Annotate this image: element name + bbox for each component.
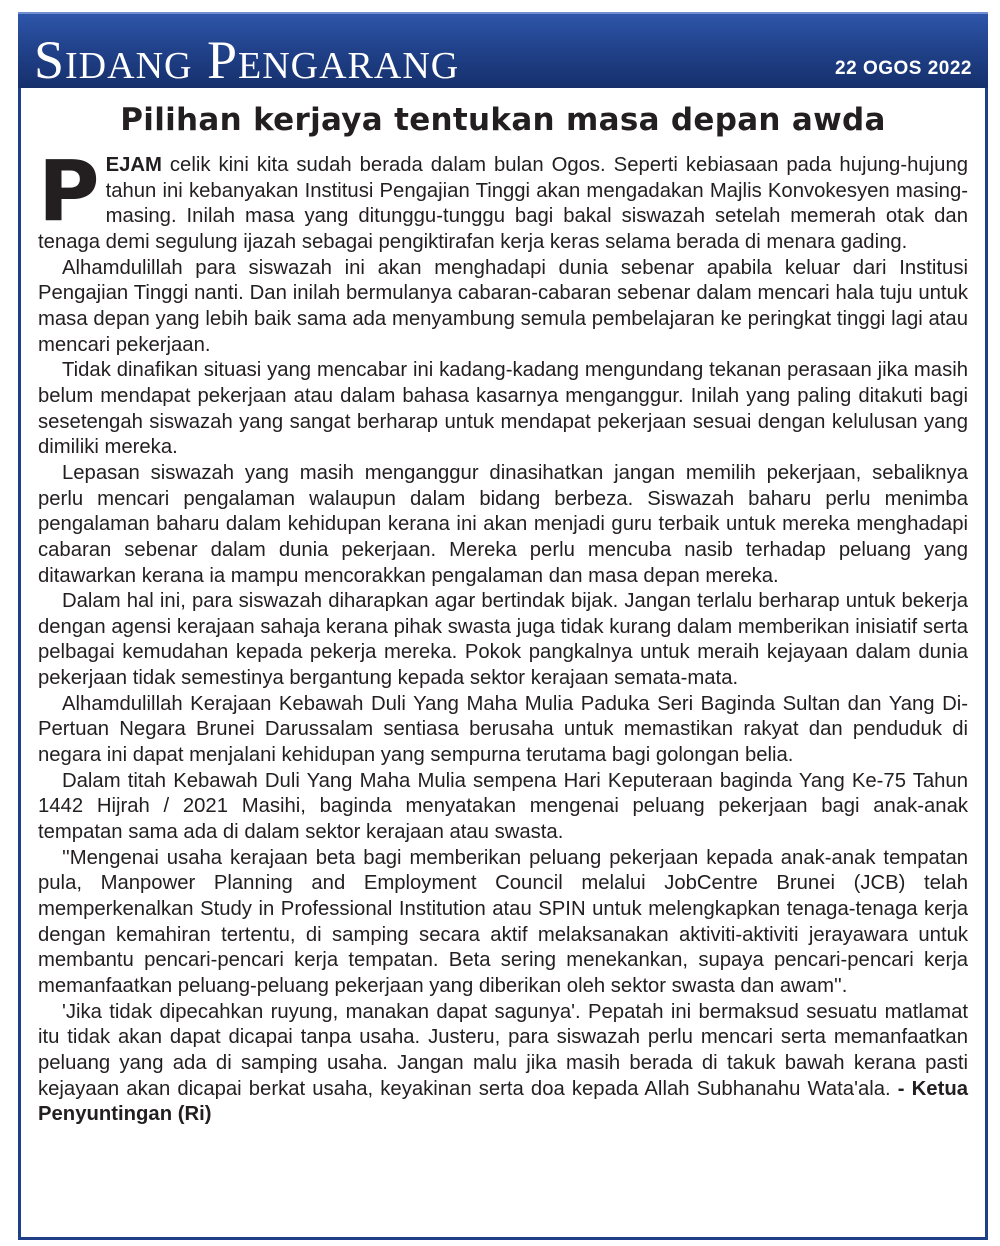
drop-cap: P (38, 142, 100, 240)
paragraph-4: Lepasan siswazah yang masih menganggur dinasihatkan jangan memilih pekerjaan, sebaliknya perlu mencari pengalaman walaupun dalam bidang berbeza. Siswazah baharu perlu menimba pengalaman baharu dalam kehidupan kerana ini akan menjadi guru terbaik untuk mereka menghadapi cabaran sebenar dalam dunia pekerjaan. Mereka perlu mencuba nasib terhadap peluang yang ditawarkan kerana ia mampu mencorakkan pengalaman dan masa depan mereka. (38, 461, 968, 587)
issue-date: 22 OGOS 2022 (835, 58, 972, 79)
article-headline: Pilihan kerjaya tentukan masa depan awda (120, 102, 886, 138)
lead-word: EJAM (105, 154, 162, 176)
author-signature: - Ketua Penyuntingan (Ri) (38, 1077, 968, 1126)
paragraph-3: Tidak dinafikan situasi yang mencabar ini kadang-kadang mengundang tekanan perasaan jika masih belum mendapat pekerjaan atau dalam bahasa kasarnya menganggur. Inilah yang paling ditakuti bagi sesetengah siswazah yang sangat berharap untuk mendapat pekerjaan sesuai dengan kelulusan yang dimiliki mereka. (38, 359, 968, 459)
paragraph-7: Dalam titah Kebawah Duli Yang Maha Mulia sempena Hari Keputeraan baginda Yang Ke-75 Tahun 1442 Hijrah / 2021 Masihi, baginda menyatakan mengenai peluang pekerjaan bagi anak-anak tempatan sama ada di dalam sektor kerajaan atau swasta. (38, 769, 968, 844)
paragraph-9-text: 'Jika tidak dipecahkan ruyung, manakan dapat sagunya'. Pepatah ini bermaksud sesuatu matlamat itu tidak akan dapat dicapai tanpa usaha. Justeru, para siswazah perlu mencari serta memanfaatkan peluang yang ada di samping usaha. Jangan malu jika masih berada di takuk bawah kerana pasti kejayaan akan dicapai berkat usaha, keyakinan serta doa kepada Allah Subhanahu Wata'ala. (38, 1000, 968, 1100)
paragraph-5: Dalam hal ini, para siswazah diharapkan agar bertindak bijak. Jangan terlalu berharap untuk bekerja dengan agensi kerajaan sahaja kerana pihak swasta juga tidak kurang dalam memberikan inisiatif serta pelbagai kemudahan kepada pekerja mereka. Pokok pangkalnya untuk meraih kejayaan dalam dunia pekerjaan tidak semestinya bergantung kepada sektor kerajaan semata-mata. (38, 590, 968, 690)
paragraph-8: ''Mengenai usaha kerajaan beta bagi memberikan peluang pekerjaan kepada anak-anak tempatan pula, Manpower Planning and Employment Council melalui JobCentre Brunei (JCB) telah memperkenalkan Study in Professional Institution atau SPIN untuk melengkapkan tenaga-tenaga kerja dengan kemahiran tertentu, di samping secara aktif melaksanakan aktiviti-aktiviti jerayawara untuk membantu pencari-pencari kerja tempatan. Beta sering menekankan, supaya pencari-pencari kerja memanfaatkan peluang-peluang pekerjaan yang diberikan oleh sektor swasta dan awam''. (38, 846, 968, 997)
paragraph-1-text: celik kini kita sudah berada dalam bulan Ogos. Seperti kebiasaan pada hujung-hujung tahun ini kebanyakan Institusi Pengajian Tinggi akan mengadakan Majlis Konvokesyen masing-masing. Inilah masa yang ditunggu-tunggu bagi bakal siswazah setelah memerah otak dan tenaga demi segulung ijazah sebagai pengiktirafan kerja keras selama berada di menara gading. (38, 154, 968, 253)
paragraph-2: Alhamdulillah para siswazah ini akan menghadapi dunia sebenar apabila keluar dari Institusi Pengajian Tinggi nanti. Dan inilah bermulanya cabaran-cabaran sebenar dalam mencari hala tuju untuk masa depan yang lebih baik sama ada menyambung semula pembelajaran ke peringkat tinggi lagi atau mencari pekerjaan. (38, 256, 968, 356)
paragraph-9 (38, 1000, 968, 1128)
masthead-title: Sidang Pengarang (34, 30, 460, 90)
paragraph-6: Alhamdulillah Kerajaan Kebawah Duli Yang Maha Mulia Paduka Seri Baginda Sultan dan Yang Di-Pertuan Negara Brunei Darussalam sentiasa berusaha untuk memastikan rakyat dan penduduk di negara ini dapat menjalani kehidupan yang sempurna terutama bagi golongan belia. (38, 692, 968, 767)
masthead-banner (18, 12, 988, 88)
paragraph-1 (38, 142, 968, 256)
article-body (38, 142, 968, 1128)
